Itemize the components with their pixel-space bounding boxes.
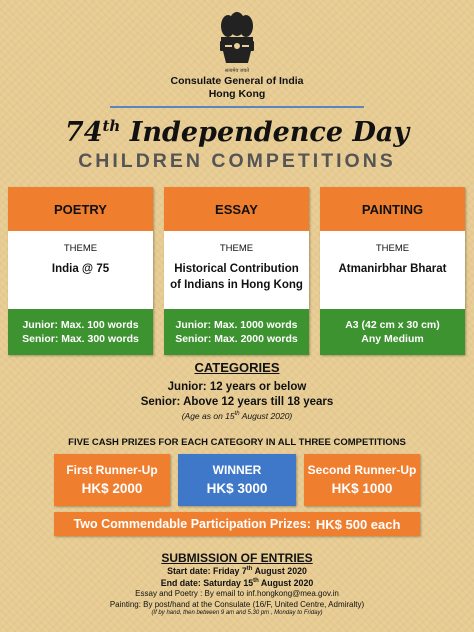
start-date-sup: th xyxy=(246,566,253,573)
theme-line: of Indians in Hong Kong xyxy=(170,279,303,291)
card-essay xyxy=(164,187,309,355)
theme-line: India @ 75 xyxy=(51,263,110,275)
title-number: 74 xyxy=(64,117,103,148)
age-note-text: (Age as on 15 xyxy=(181,411,235,421)
card-poetry xyxy=(8,187,153,355)
prize-label: First Runner-Up xyxy=(66,463,158,477)
end-date xyxy=(0,578,474,588)
commend-amount: HK$ 500 each xyxy=(315,516,401,532)
category-senior: Senior: Above 12 years till 18 years xyxy=(140,396,334,408)
end-date-text: End date: Saturday 15 xyxy=(160,578,254,588)
card-painting xyxy=(320,187,465,355)
consulate-name xyxy=(0,75,474,101)
card-limits xyxy=(8,309,153,355)
prize-winner xyxy=(178,454,296,506)
email-instructions: Essay and Poetry : By email to inf.hongkong@mea.gov.in xyxy=(135,589,339,598)
prize-amount: HK$ 2000 xyxy=(81,481,143,496)
age-note xyxy=(0,411,474,421)
consulate-line1: Consulate General of India xyxy=(170,75,304,87)
card-theme xyxy=(164,231,309,309)
theme-line: Historical Contribution xyxy=(174,263,299,275)
card-heading: POETRY xyxy=(8,187,153,231)
post-instructions: Painting: By post/hand at the Consulate (16/F, United Centre, Admiralty) xyxy=(109,600,365,609)
theme-line: Atmanirbhar Bharat xyxy=(338,263,447,275)
consulate-line2: Hong Kong xyxy=(208,88,266,100)
age-note-text: August 2020) xyxy=(239,411,293,421)
title-suffix: th xyxy=(102,117,121,135)
end-date-text: August 2020 xyxy=(258,578,314,588)
card-theme xyxy=(8,231,153,309)
page-subtitle: CHILDREN COMPETITIONS xyxy=(78,150,396,172)
limit-senior: Senior: Max. 300 words xyxy=(22,333,139,345)
limit-junior: Junior: Max. 100 words xyxy=(22,319,139,331)
prize-second-runner-up xyxy=(304,454,420,506)
theme-value xyxy=(164,261,309,293)
theme-value xyxy=(320,261,465,277)
start-date xyxy=(0,566,474,576)
title-text: Independence Day xyxy=(120,117,410,148)
prize-amount: HK$ 3000 xyxy=(206,481,268,496)
limit-junior: Junior: Max. 1000 words xyxy=(175,319,298,331)
start-date-text: Start date: Friday 7 xyxy=(167,566,247,576)
start-date-text: August 2020 xyxy=(252,566,307,576)
commend-label: Two Commendable Participation Prizes: xyxy=(73,517,311,531)
prizes-title: FIVE CASH PRIZES FOR EACH CATEGORY IN ALL THREE COMPETITIONS xyxy=(68,437,406,448)
category-junior: Junior: 12 years or below xyxy=(167,381,307,393)
prize-label: Second Runner-Up xyxy=(307,463,417,477)
card-theme xyxy=(320,231,465,309)
limit-medium: Any Medium xyxy=(361,333,424,345)
prize-label: WINNER xyxy=(212,463,262,477)
categories-title: CATEGORIES xyxy=(194,360,280,375)
theme-value xyxy=(8,261,153,277)
theme-label: THEME xyxy=(219,243,254,254)
hours-note: (If by hand, then between 9 am and 5.30 pm , Monday to Friday) xyxy=(151,610,323,616)
card-limits xyxy=(164,309,309,355)
theme-label: THEME xyxy=(375,243,410,254)
ashoka-lion-emblem-icon xyxy=(217,10,257,70)
emblem-motto: सत्यमेव जयते xyxy=(224,68,250,74)
prize-amount: HK$ 1000 xyxy=(331,481,393,496)
page-title xyxy=(0,108,474,151)
card-heading: PAINTING xyxy=(320,187,465,231)
theme-label: THEME xyxy=(63,243,98,254)
submission-title: SUBMISSION OF ENTRIES xyxy=(161,551,313,565)
age-note-sup: th xyxy=(234,411,240,418)
limit-size: A3 (42 cm x 30 cm) xyxy=(345,319,440,331)
end-date-sup: th xyxy=(253,578,259,585)
limit-senior: Senior: Max. 2000 words xyxy=(175,333,298,345)
card-limits xyxy=(320,309,465,355)
prize-first-runner-up xyxy=(54,454,170,506)
card-heading: ESSAY xyxy=(164,187,309,231)
commendable-prizes xyxy=(54,512,420,536)
